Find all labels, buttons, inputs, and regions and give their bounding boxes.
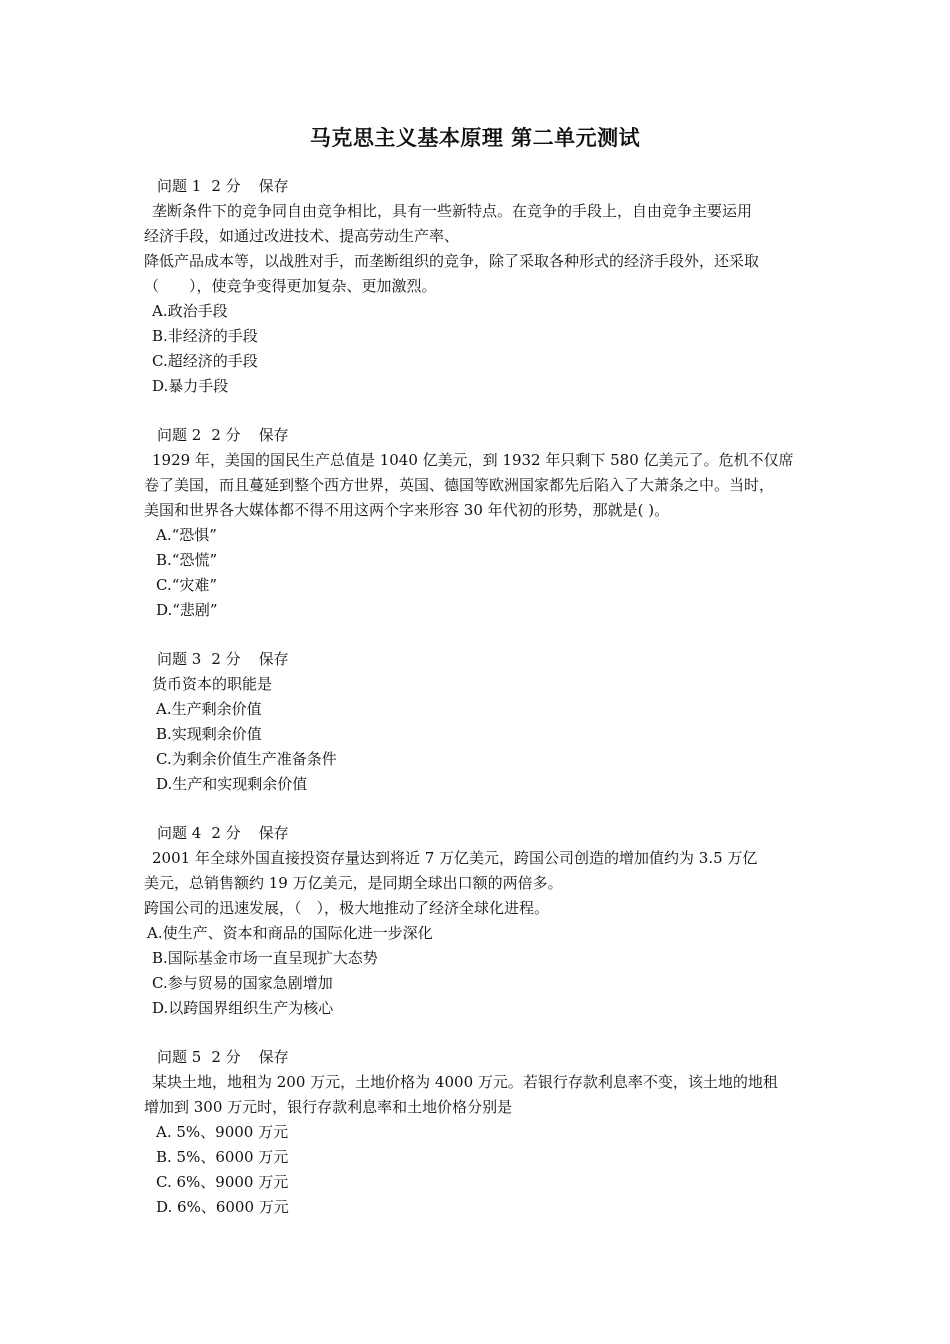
option-a[interactable]: A.使生产、资本和商品的国际化进一步深化: [147, 924, 433, 942]
option-b[interactable]: B. 5%、6000 万元: [156, 1148, 289, 1166]
option-d[interactable]: D. 6%、6000 万元: [156, 1198, 289, 1216]
stem-line: 卷了美国，而且蔓延到整个西方世界，英国、德国等欧洲国家都先后陷入了大萧条之中。当时，: [144, 476, 775, 494]
stem-line: 2001 年全球外国直接投资存量达到将近 7 万亿美元，跨国公司创造的增加值约为 3.5 万亿: [152, 849, 758, 867]
option-c[interactable]: C.超经济的手段: [152, 352, 258, 370]
question-header: [144, 423, 816, 448]
option-b[interactable]: B.非经济的手段: [152, 327, 258, 345]
stem-line: 货币资本的职能是: [152, 675, 273, 693]
stem-line: 垄断条件下的竞争同自由竞争相比，具有一些新特点。在竞争的手段上，自由竞争主要运用: [152, 202, 753, 220]
question-3: [144, 647, 816, 797]
option-b[interactable]: B.实现剩余价值: [156, 725, 262, 743]
question-points: 2 分: [211, 1048, 241, 1066]
save-button[interactable]: 保存: [258, 177, 289, 195]
save-button[interactable]: 保存: [258, 824, 289, 842]
question-points: 2 分: [211, 824, 241, 842]
question-number: 问题 1: [157, 177, 202, 195]
option-a[interactable]: A.“恐惧”: [156, 526, 217, 544]
option-b[interactable]: B.“恐慌”: [156, 551, 218, 569]
question-header: [144, 174, 816, 199]
question-points: 2 分: [211, 177, 241, 195]
question-stem: [144, 672, 816, 697]
save-button[interactable]: 保存: [258, 426, 289, 444]
option-c[interactable]: C.参与贸易的国家急剧增加: [152, 974, 333, 992]
option-d[interactable]: D.暴力手段: [152, 377, 229, 395]
question-stem: [144, 1070, 816, 1120]
stem-line: 经济手段，如通过改进技术、提高劳动生产率、: [144, 227, 460, 245]
option-a[interactable]: A. 5%、9000 万元: [156, 1123, 289, 1141]
save-button[interactable]: 保存: [258, 1048, 289, 1066]
page-title: 马克思主义基本原理 第二单元测试: [309, 125, 641, 150]
question-1: [144, 174, 816, 399]
question-4: [144, 821, 816, 1021]
question-5: [144, 1045, 816, 1220]
option-d[interactable]: D.以跨国界组织生产为核心: [152, 999, 334, 1017]
stem-line: 1929 年，美国的国民生产总值是 1040 亿美元，到 1932 年只剩下 580 亿美元了。危机不仅席: [152, 451, 794, 469]
save-button[interactable]: 保存: [258, 650, 289, 668]
stem-line: 降低产品成本等，以战胜对手，而垄断组织的竞争，除了采取各种形式的经济手段外，还采取: [144, 252, 760, 270]
option-c[interactable]: C.为剩余价值生产准备条件: [156, 750, 337, 768]
question-header: [144, 1045, 816, 1070]
question-points: 2 分: [211, 426, 241, 444]
question-header: [144, 821, 816, 846]
question-2: [144, 423, 816, 623]
option-a[interactable]: A.政治手段: [152, 302, 228, 320]
stem-line: 跨国公司的迅速发展，（ ），极大地推动了经济全球化进程。: [144, 899, 550, 917]
stem-line: 美国和世界各大媒体都不得不用这两个字来形容 30 年代初的形势，那就是( )。: [144, 501, 670, 519]
question-stem: [144, 846, 816, 921]
question-stem: [144, 448, 816, 523]
option-d[interactable]: D.生产和实现剩余价值: [156, 775, 308, 793]
stem-line: 增加到 300 万元时，银行存款利息率和土地价格分别是: [144, 1098, 513, 1116]
question-points: 2 分: [211, 650, 241, 668]
option-b[interactable]: B.国际基金市场一直呈现扩大态势: [152, 949, 378, 967]
option-a[interactable]: A.生产剩余价值: [156, 700, 262, 718]
question-number: 问题 5: [157, 1048, 202, 1066]
option-c[interactable]: C.“灾难”: [156, 576, 218, 594]
stem-line: 美元，总销售额约 19 万亿美元，是同期全球出口额的两倍多。: [144, 874, 563, 892]
question-number: 问题 4: [157, 824, 202, 842]
option-c[interactable]: C. 6%、9000 万元: [156, 1173, 289, 1191]
stem-line: （ ），使竞争变得更加复杂、更加激烈。: [144, 277, 437, 295]
stem-line: 某块土地，地租为 200 万元，土地价格为 4000 万元。若银行存款利息率不变，该土地的地租: [152, 1073, 778, 1091]
question-number: 问题 3: [157, 650, 202, 668]
question-number: 问题 2: [157, 426, 202, 444]
question-stem: [144, 199, 816, 299]
option-d[interactable]: D.“悲剧”: [156, 601, 218, 619]
question-header: [144, 647, 816, 672]
